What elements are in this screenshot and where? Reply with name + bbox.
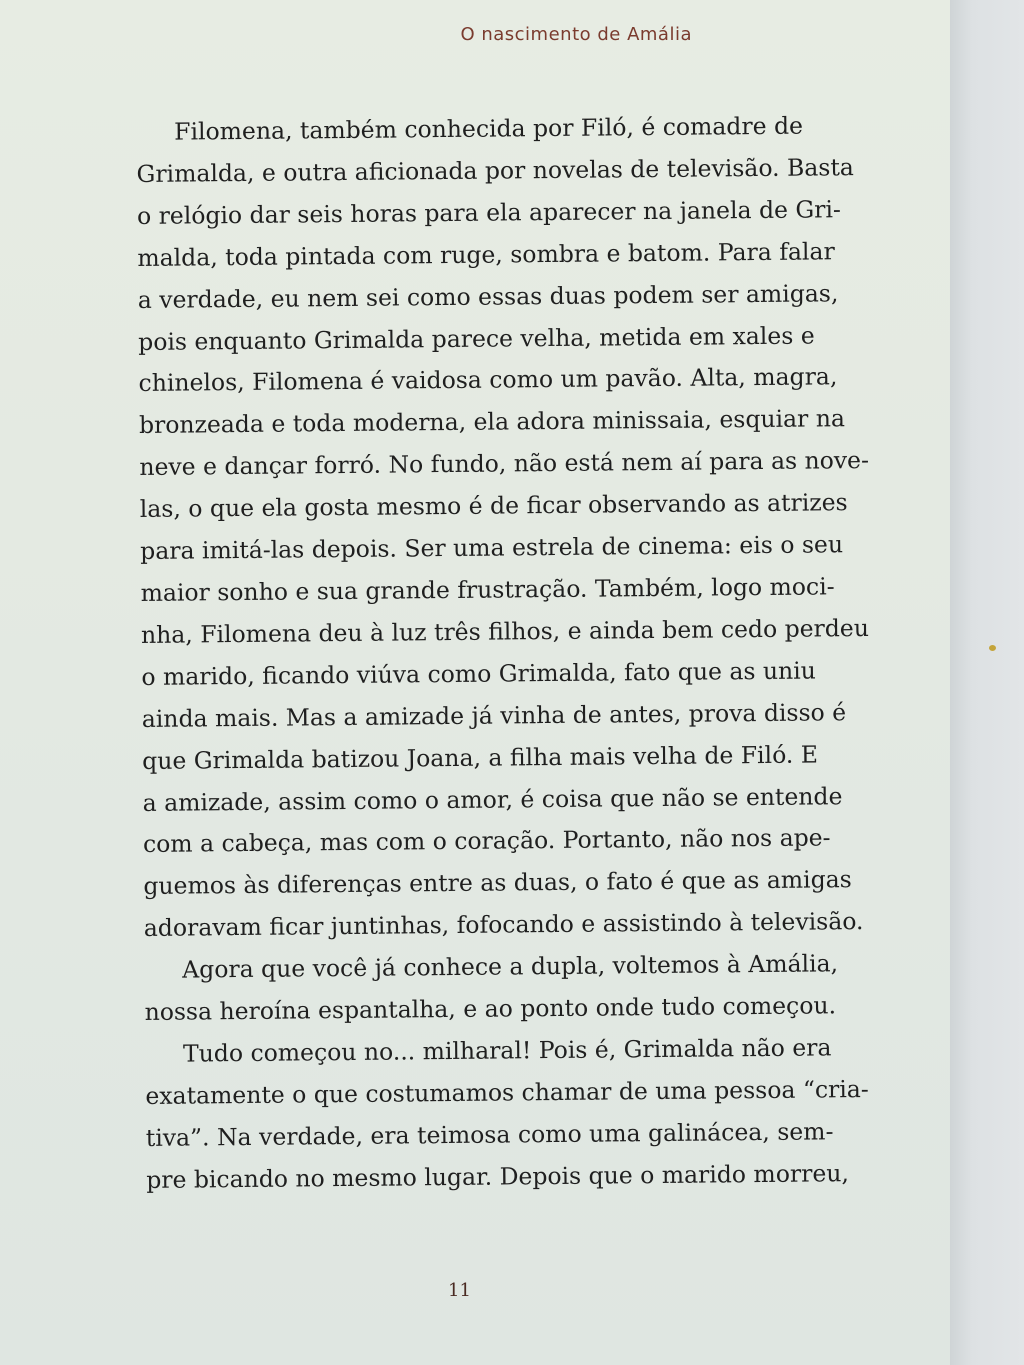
text-line: las, o que ela gosta mesmo é de ficar observando as atrizes <box>139 488 848 524</box>
text-line: para imitá-las depois. Ser uma estrela de cinema: eis o seu <box>140 530 844 566</box>
text-line: Grimalda, e outra aficionada por novelas de televisão. Basta <box>136 153 854 188</box>
text-line: Agora que você já conhece a dupla, voltemos à Amália, <box>182 949 839 984</box>
text-line: Filomena, também conhecida por Filó, é comadre de <box>174 111 804 146</box>
text-line: adoravam ficar juntinhas, fofocando e assistindo à televisão. <box>143 907 864 943</box>
text-line: o marido, ficando viúva como Grimalda, fato que as uniu <box>141 656 816 691</box>
text-line: Tudo começou no... milharal! Pois é, Grimalda não era <box>182 1033 832 1068</box>
text-line: a amizade, assim como o amor, é coisa que não se entende <box>142 781 843 817</box>
text-line: tiva”. Na verdade, era teimosa como uma galinácea, sem- <box>145 1117 834 1152</box>
text-line: ainda mais. Mas a amizade já vinha de antes, prova disso é <box>141 697 847 733</box>
text-line: nossa heroína espantalha, e ao ponto onde tudo começou. <box>144 991 837 1026</box>
text-line: guemos às diferenças entre as duas, o fato é que as amigas <box>143 865 852 901</box>
paper-speck <box>989 645 996 651</box>
text-line: que Grimalda batizou Joana, a filha mais velha de Filó. E <box>142 740 819 775</box>
text-line: maior sonho e sua grande frustração. Também, logo moci- <box>140 572 835 607</box>
text-line: neve e dançar forró. No fundo, não está nem aí para as nove- <box>139 446 870 482</box>
page-number: 11 <box>448 1280 471 1301</box>
body-text <box>136 106 870 1202</box>
text-line: pois enquanto Grimalda parece velha, metida em xales e <box>138 321 815 356</box>
text-line: chinelos, Filomena é vaidosa como um pavão. Alta, magra, <box>138 362 838 398</box>
text-line: exatamente o que costumamos chamar de uma pessoa “cria- <box>145 1074 869 1110</box>
text-line: com a cabeça, mas com o coração. Portanto, não nos ape- <box>142 823 831 859</box>
text-line: malda, toda pintada com ruge, sombra e batom. Para falar <box>137 237 835 272</box>
text-line: nha, Filomena deu à luz três filhos, e ainda bem cedo perdeu <box>140 613 870 649</box>
page-edge-background <box>950 0 1024 1365</box>
text-line: a verdade, eu nem sei como essas duas podem ser amigas, <box>137 278 839 314</box>
text-line: o relógio dar seis horas para ela aparecer na janela de Gri- <box>136 195 842 230</box>
running-head: O nascimento de Amália <box>460 24 692 45</box>
text-line: bronzeada e toda moderna, ela adora minissaia, esquiar na <box>138 404 846 440</box>
text-line: pre bicando no mesmo lugar. Depois que o marido morreu, <box>146 1158 850 1194</box>
